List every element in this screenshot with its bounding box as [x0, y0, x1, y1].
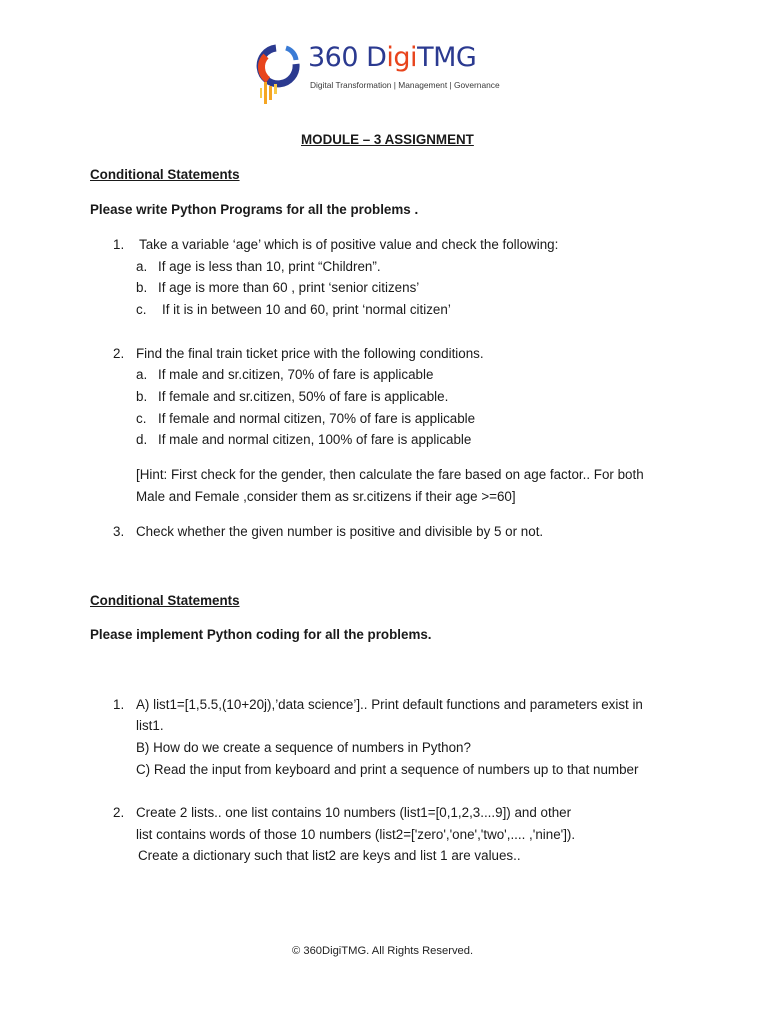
sub-letter: b.	[136, 280, 148, 295]
question-number: 1.	[113, 237, 125, 252]
hint-text: [Hint: First check for the gender, then calculate the fare based on age factor.. For both	[136, 467, 644, 482]
question-number: 3.	[113, 524, 125, 539]
sub-letter: d.	[136, 432, 148, 447]
sub-item-text: If male and sr.citizen, 70% of fare is applicable	[158, 367, 434, 382]
question-text: list contains words of those 10 numbers (list2=['zero','one','two',.... ,'nine']).	[136, 827, 576, 842]
question-text: Create 2 lists.. one list contains 10 numbers (list1=[0,1,2,3....9]) and other	[136, 805, 572, 820]
question-text: A) list1=[1,5.5,(10+20j),’data science’].. Print default functions and parameters exist in	[136, 697, 643, 712]
sub-letter: a.	[136, 367, 148, 382]
sub-letter: b.	[136, 389, 148, 404]
question-text: B) How do we create a sequence of numbers in Python?	[136, 740, 471, 755]
question-number: 1.	[113, 697, 125, 712]
section-instruction: Please implement Python coding for all the problems.	[90, 627, 432, 642]
hint-text: Male and Female ,consider them as sr.citizens if their age >=60]	[136, 489, 516, 504]
sub-item-text: If female and sr.citizen, 50% of fare is applicable.	[158, 389, 449, 404]
brand-name: 360 DigiTMG	[308, 42, 477, 73]
sub-item-text: If male and normal citizen, 100% of fare is applicable	[158, 432, 472, 447]
question-text: Take a variable ‘age’ which is of positive value and check the following:	[139, 237, 559, 252]
document-title: MODULE – 3 ASSIGNMENT	[301, 132, 474, 147]
section-heading: Conditional Statements	[90, 593, 240, 608]
question-number: 2.	[113, 805, 125, 820]
copyright-footer: © 360DigiTMG. All Rights Reserved.	[292, 945, 474, 957]
logo-mark-icon	[256, 42, 306, 110]
question-text: list1.	[136, 718, 164, 733]
sub-letter: a.	[136, 259, 148, 274]
sub-item-text: If age is less than 10, print “Children”.	[158, 259, 381, 274]
question-text: Create a dictionary such that list2 are keys and list 1 are values..	[138, 848, 521, 863]
question-text: Check whether the given number is positive and divisible by 5 or not.	[136, 524, 544, 539]
question-text: C) Read the input from keyboard and print a sequence of numbers up to that number	[136, 762, 639, 777]
question-text: Find the final train ticket price with the following conditions.	[136, 346, 484, 361]
sub-item-text: If female and normal citizen, 70% of fare is applicable	[158, 411, 476, 426]
sub-item-text: If age is more than 60 , print ‘senior citizens’	[158, 280, 420, 295]
sub-item-text: If it is in between 10 and 60, print ‘normal citizen’	[162, 302, 451, 317]
brand-tagline: Digital Transformation | Management | Governance	[310, 80, 500, 90]
question-number: 2.	[113, 346, 125, 361]
sub-letter: c.	[136, 302, 147, 317]
section-heading: Conditional Statements	[90, 167, 240, 182]
section-instruction: Please write Python Programs for all the problems .	[90, 202, 419, 217]
sub-letter: c.	[136, 411, 147, 426]
company-logo	[256, 42, 516, 110]
